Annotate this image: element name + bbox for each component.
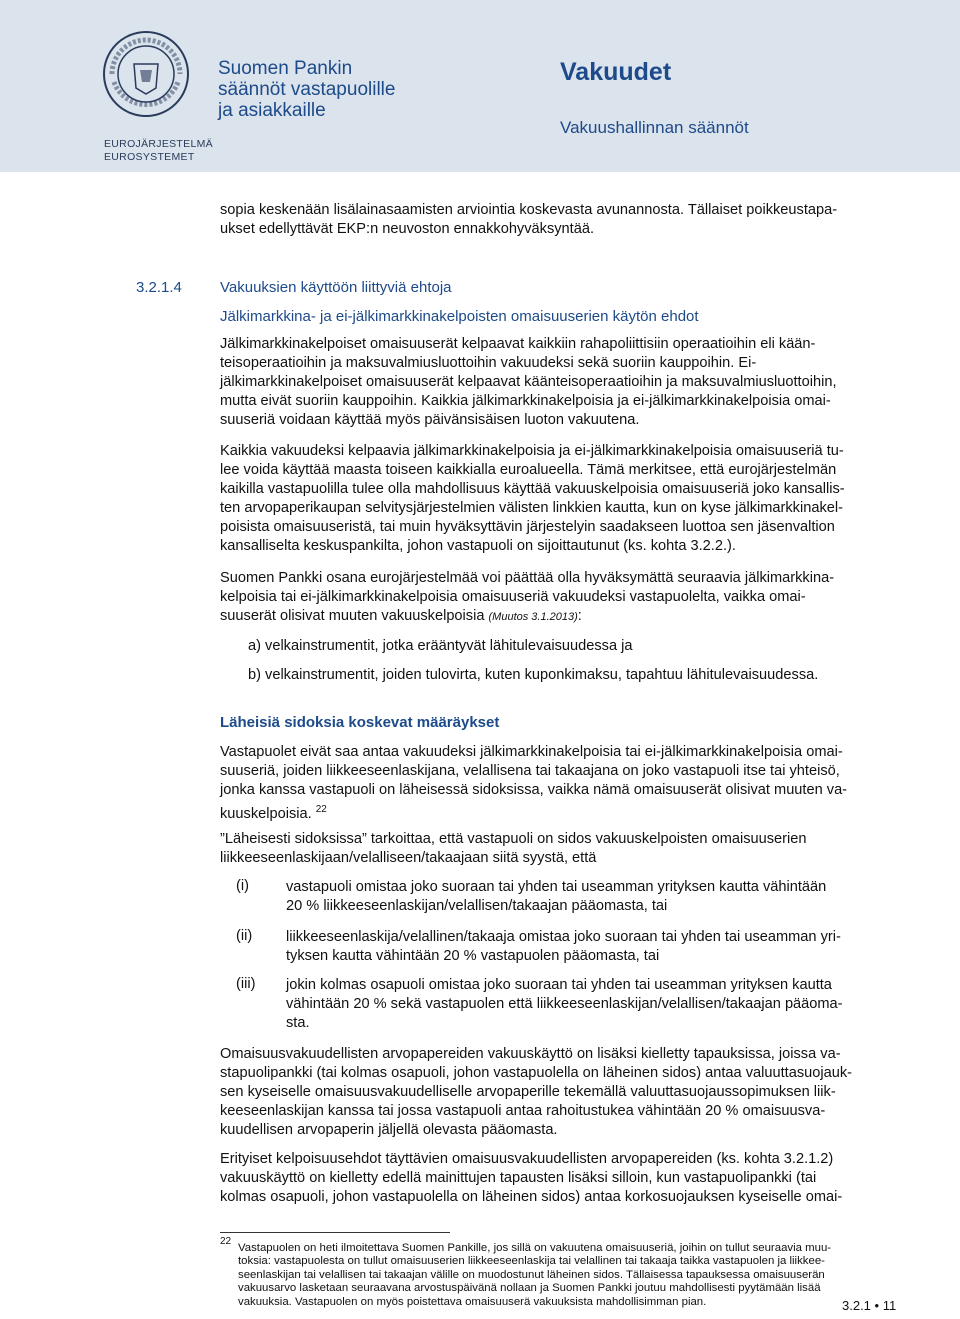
list-num-ii: (ii) bbox=[236, 928, 253, 944]
list-item-a: a) velkainstrumentit, jotka erääntyvät lähitulevaisuudessa ja bbox=[248, 638, 633, 654]
paragraph-2: Kaikkia vakuudeksi kelpaavia jälkimarkkinakelpoisia ja ei-jälkimarkkinakelpoisia omaisuuseriä tu- lee voida käyttää maasta toiseen kaikkialla euroalueella. Tämä merkitsee, että eurojärjestelmän kaikilla vastapuolilla tulee olla mahdollisuus käyttää vakuuskelpoisia omaisuuseriä joko kansallis- ten arvopaperikaupan selvitysjärjestelmien välisten linkkien kautta, kun on kyse jälkimarkkinakel- poisista omaisuuseristä, tai muin hyväksyttävin järjestelyin saadakseen luottoa sen jäsenvaltion kansalliselta keskuspankilta, johon vastapuoli on sijoittautunut (ks. kohta 3.2.2.). bbox=[220, 443, 845, 554]
list-num-iii: (iii) bbox=[236, 976, 256, 992]
footnote-ref: 22 bbox=[315, 804, 327, 815]
header-right-subtitle: Vakuushallinnan säännöt bbox=[560, 118, 749, 137]
section-title: Vakuuksien käyttöön liittyviä ehtoja bbox=[220, 279, 452, 296]
related-paragraph-2: Omaisuusvakuudellisten arvopapereiden vakuuskäyttö on lisäksi kielletty tapauksissa, joissa va- stapuolipankki (tai kolmas osapuoli, johon vastapuolella on läheinen sidos) antaa valuuttasuojauk- sen kyseiselle omaisuusvakuudelliselle arvopaperille tekemällä valuuttasuojaussopimuksen liik- keeseenlaskijan kanssa tai jossa vastapuoli antaa rahoitustukea vähintään 20 % omaisuusva- kuudellisen arvopaperin jäljellä olevasta pääomasta. bbox=[220, 1046, 852, 1138]
list-item-i: vastapuoli omistaa joko suoraan tai yhden tai useamman yrityksen kautta vähintään 20 % liikkeeseenlaskijan/velallisen/takaajan pääomasta, tai bbox=[286, 879, 827, 914]
related-paragraph-3: Erityiset kelpoisuusehdot täyttävien omaisuusvakuudellisten arvopapereiden (ks. kohta 3.2.1.2) vakuuskäyttö on kielletty edellä mainittujen tapausten lisäksi silloin, kun vastapuolipankki (tai kolmas osapuoli, johon vastapuolella on läheinen sidos) antaa korkosuojauksen kyseiselle omai- bbox=[220, 1151, 843, 1205]
related-heading: Läheisiä sidoksia koskevat määräykset bbox=[220, 714, 500, 731]
footnote-divider bbox=[220, 1232, 450, 1233]
list-item-iii: jokin kolmas osapuoli omistaa joko suoraan tai yhden tai useamman yrityksen kautta vähintään 20 % sekä vastapuolen että liikkeeseenlaskijan/velallisen/takaajan pääoma- sta. bbox=[286, 977, 843, 1031]
eurosystem-label: EUROJÄRJESTELMÄ EUROSYSTEMET bbox=[104, 138, 213, 163]
page-header bbox=[0, 0, 960, 172]
intro-paragraph: sopia keskenään lisälainasaamisten arviointia koskevasta avunannosta. Tällaiset poikkeustapa- ukset edellyttävät EKP:n neuvoston ennakkohyväksyntää. bbox=[220, 202, 838, 237]
related-paragraph-1: Vastapuolet eivät saa antaa vakuudeksi jälkimarkkinakelpoisia tai ei-jälkimarkkinakelpoisia omai- suuseriä, joiden liikkeeseenlaskijana, velallisena tai takaajana on joko vastapuoli itse tai yhteisö, jonka kanssa vastapuoli on läheisessä sidoksissa, vaikka nämä omaisuuserät olisivat muuten va- kuuskelpoisia. $^{22}$ bbox=[220, 744, 848, 822]
list-num-i: (i) bbox=[236, 878, 249, 894]
paragraph-3: Suomen Pankki osana eurojärjestelmää voi päättää olla hyväksymättä seuraavia jälkimarkkina- kelpoisia tai ei-jälkimarkkinakelpoisia omaisuuseriä vakuudeksi vastapuolelta, vaikka omai- suuserät olisivat muuten vakuuskelpoisia (Muutos 3.1.2013): bbox=[220, 570, 835, 624]
section-subtitle: Jälkimarkkina- ja ei-jälkimarkkinakelpoisten omaisuuserien käytön ehdot bbox=[220, 308, 699, 325]
amendment-note: (Muutos 3.1.2013) bbox=[488, 611, 578, 623]
section-number: 3.2.1.4 bbox=[136, 279, 182, 296]
footnote-text: Vastapuolen on heti ilmoitettava Suomen Pankille, jos sillä on vakuutena omaisuuseriä, joihin on tullut seuraavia muu- toksia: vastapuolesta on tullut omaisuuserien liikkeeseenlaskija tai velallinen tai takaaja taikka vastapuolen ja liikkee- seenlaskijan tai velallisen tai takaajan välille on muodostunut läheinen sidos. Tällaisessa tapauksessa omaisuuserän vakuusarvo lasketaan seuraavana arvostuspäivänä nollaan ja Suomen Pankki joutuu mahdollisesti pyytämään lisää vakuuksia. Vastapuolen on myös poistettava omaisuuserä vakuuksista mahdollisimman pian. bbox=[238, 1242, 832, 1308]
footnote-number: 22 bbox=[220, 1236, 232, 1247]
list-item-b: b) velkainstrumentit, joiden tulovirta, kuten kuponkimaksu, tapahtuu lähitulevaisuudessa. bbox=[248, 667, 819, 683]
bank-seal-logo bbox=[102, 30, 190, 118]
page-number: 3.2.1 • 11 bbox=[842, 1298, 897, 1313]
header-left-title: Suomen Pankin säännöt vastapuolille ja asiakkaille bbox=[218, 58, 396, 121]
definition-paragraph: ”Läheisesti sidoksissa” tarkoittaa, että vastapuoli on sidos vakuuskelpoisten omaisuuserien liikkeeseenlaskijaan/velalliseen/takaajaan siitä syystä, että bbox=[220, 831, 807, 866]
paragraph-1: Jälkimarkkinakelpoiset omaisuuserät kelpaavat kaikkiin rahapoliittisiin operaatioihin eli kään- teisoperaatioihin ja maksuvalmiusluottoihin vakuudeksi sekä suoriin kauppoihin. Ei- jälkimarkkinakelpoiset omaisuuserät kelpaavat käänteisoperaatioihin ja maksuvalmiusluottoihin, mutta eivät suoriin kauppoihin. Kaikkia jälkimarkkinakelpoisia ja ei-jälkimarkkinakelpoisia omai- suuseriä voidaan käyttää myös päivänsisäisen luoton vakuutena. bbox=[220, 336, 837, 428]
list-item-ii: liikkeeseenlaskija/velallinen/takaaja omistaa joko suoraan tai yhden tai useamman yri- tyksen kautta vähintään 20 % vastapuolen pääomasta, tai bbox=[286, 929, 841, 964]
header-right-title: Vakuudet bbox=[560, 58, 672, 86]
